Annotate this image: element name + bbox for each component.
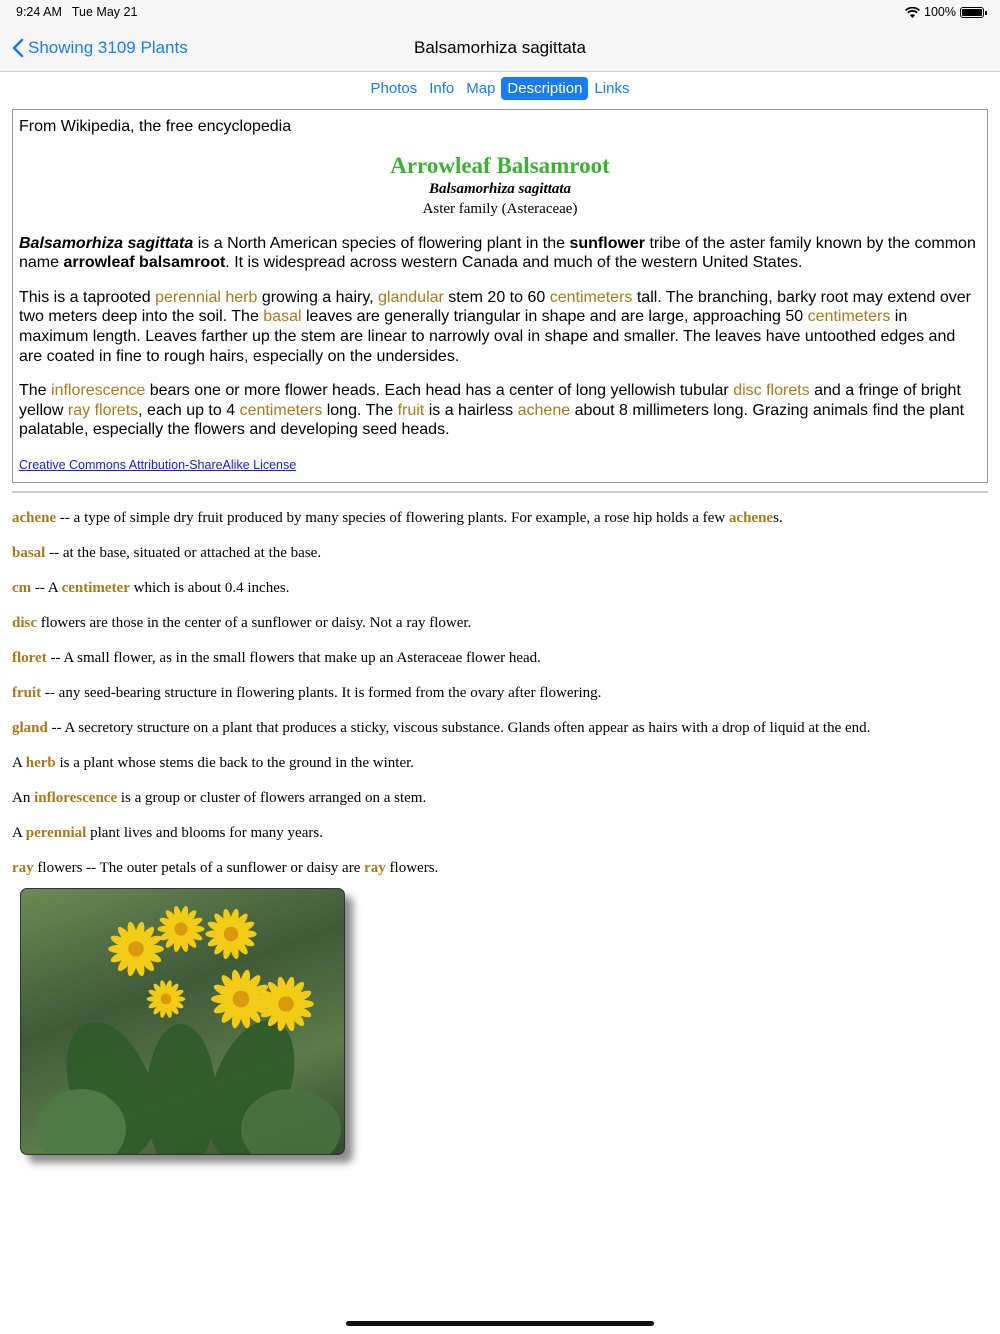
text-segment: in maximum length. Leaves farther up the stem are linear to narrowly oval in shape and smaller. The leaves have untoothed edges and are coated in fine to rough hairs, especially on the undersides. xyxy=(19,308,956,365)
tab-map[interactable]: Map xyxy=(466,80,496,97)
tab-description[interactable]: Description xyxy=(501,77,588,100)
text-segment: Balsamorhiza sagittata xyxy=(19,234,194,252)
glossary-term-link[interactable]: cm xyxy=(12,579,32,596)
segment-tabs xyxy=(0,75,1000,102)
glossary-term-link[interactable]: ray florets xyxy=(67,401,139,419)
status-date: Tue May 21 xyxy=(71,5,138,19)
text-segment: tall. The branching, barky root may extend over two meters deep into the soil. The xyxy=(19,288,971,326)
glossary xyxy=(12,510,988,895)
text-segment: bears one or more flower heads. Each head has a center of long yellowish tubular xyxy=(145,382,734,400)
glossary-term-link[interactable]: gland xyxy=(12,719,48,736)
text-segment: , each up to 4 xyxy=(138,401,240,419)
glossary-term-link[interactable]: disc florets xyxy=(733,382,810,400)
wikipedia-article xyxy=(12,109,988,483)
glossary-entry xyxy=(12,790,988,825)
glossary-entry xyxy=(12,545,988,580)
text-segment: long. The xyxy=(322,401,398,419)
text-segment: An xyxy=(12,789,35,806)
glossary-term-link[interactable]: perennial xyxy=(25,824,87,841)
back-label: Showing 3109 Plants xyxy=(28,37,188,57)
navigation-bar xyxy=(0,24,1000,72)
glossary-term-link[interactable]: achene xyxy=(728,509,774,526)
text-segment: flowers -- The outer petals of a sunflower or daisy are xyxy=(33,859,365,876)
glossary-term-link[interactable]: inflorescence xyxy=(34,789,118,806)
text-segment: growing a hairy, xyxy=(257,288,379,306)
family-name: Aster family (Asteraceae) xyxy=(422,200,578,217)
glossary-entry xyxy=(12,685,988,720)
text-segment: and a fringe of bright yellow xyxy=(19,382,961,419)
text-segment: -- any seed-bearing structure in flowering plants. It is formed from the ovary after flowering. xyxy=(41,684,602,701)
tab-links[interactable]: Links xyxy=(594,80,630,97)
glossary-term-link[interactable]: disc xyxy=(12,614,38,631)
glossary-term-link[interactable]: achene xyxy=(517,401,571,419)
text-segment: tribe of the aster family known by the common name xyxy=(19,234,976,272)
article-title: Arrowleaf Balsamroot xyxy=(390,152,610,178)
text-segment: flowers are those in the center of a sunflower or daisy. Not a ray flower. xyxy=(37,614,472,631)
text-segment: arrowleaf balsamroot xyxy=(63,254,226,272)
page-title: Balsamorhiza sagittata xyxy=(414,37,586,57)
text-segment: The xyxy=(19,382,52,400)
balsamroot-flowers-image xyxy=(21,889,345,1155)
text-segment: which is about 0.4 inches. xyxy=(129,579,290,596)
text-segment: A xyxy=(12,824,26,841)
glossary-term-link[interactable]: ray xyxy=(12,859,34,876)
glossary-entry xyxy=(12,615,988,650)
text-segment: A xyxy=(12,754,26,771)
glossary-term-link[interactable]: herb xyxy=(25,754,56,771)
scientific-name: Balsamorhiza sagittata xyxy=(428,180,572,197)
glossary-term-link[interactable]: glandular xyxy=(378,288,444,306)
text-segment: s. xyxy=(773,509,783,526)
text-segment: -- A secretory structure on a plant that produces a sticky, viscous substance. Glands often appear as hairs with a drop of liquid at the end. xyxy=(47,719,871,736)
glossary-entry xyxy=(12,755,988,790)
glossary-term-link[interactable]: centimeter xyxy=(61,579,130,596)
text-segment: is a North American species of flowering plant in the xyxy=(193,234,570,252)
glossary-entry xyxy=(12,650,988,685)
home-indicator xyxy=(346,1321,654,1326)
text-segment: -- A small flower, as in the small flowers that make up an Asteraceae flower head. xyxy=(46,649,541,666)
text-segment: -- at the base, situated or attached at the base. xyxy=(45,544,322,561)
text-segment: plant lives and blooms for many years. xyxy=(86,824,323,841)
battery-icon xyxy=(960,7,984,18)
article-paragraph xyxy=(19,381,981,440)
text-segment: about 8 millimeters long. Grazing animals find the plant palatable, especially the flowers and developing seed heads. xyxy=(19,401,965,439)
glossary-term-link[interactable]: fruit xyxy=(397,401,425,419)
glossary-term-link[interactable]: basal xyxy=(12,544,46,561)
text-segment: is a group or cluster of flowers arranged on a stem. xyxy=(117,789,427,806)
glossary-term-link[interactable]: inflorescence xyxy=(51,382,146,400)
tab-photos[interactable]: Photos xyxy=(370,80,418,97)
glossary-term-link[interactable]: fruit xyxy=(12,684,42,701)
license-link[interactable]: Creative Commons Attribution-ShareAlike License xyxy=(19,457,297,472)
plant-photo[interactable] xyxy=(20,888,345,1155)
text-segment: -- a type of simple dry fruit produced by many species of flowering plants. For example, a rose hip holds a few xyxy=(56,509,729,526)
text-segment: -- A xyxy=(31,579,62,596)
back-button[interactable] xyxy=(0,38,188,58)
glossary-entry xyxy=(12,720,988,755)
article-paragraph xyxy=(19,288,981,366)
glossary-term-link[interactable]: ray xyxy=(364,859,386,876)
status-bar xyxy=(0,0,1000,24)
text-segment: leaves are generally triangular in shape and are large, approaching 50 xyxy=(301,308,808,326)
article-source: From Wikipedia, the free encyclopedia xyxy=(19,118,292,135)
text-segment: stem 20 to 60 xyxy=(443,288,550,306)
text-segment: This is a taprooted xyxy=(19,288,156,306)
article-paragraph xyxy=(19,234,981,273)
glossary-entry xyxy=(12,510,988,545)
glossary-term-link[interactable]: achene xyxy=(12,509,57,526)
tab-info[interactable]: Info xyxy=(429,80,455,97)
text-segment: is a hairless xyxy=(424,401,518,419)
chevron-left-icon xyxy=(12,38,24,58)
text-segment: sunflower xyxy=(569,234,646,252)
battery-percent: 100% xyxy=(924,5,956,19)
status-time: 9:24 AM xyxy=(16,5,62,19)
text-segment: flowers. xyxy=(385,859,439,876)
wifi-icon xyxy=(905,7,920,18)
glossary-term-link[interactable]: floret xyxy=(12,649,47,666)
glossary-term-link[interactable]: basal xyxy=(263,308,302,326)
divider xyxy=(12,491,988,493)
glossary-term-link[interactable]: centimeters xyxy=(807,308,891,326)
text-segment: is a plant whose stems die back to the ground in the winter. xyxy=(55,754,415,771)
text-segment: . It is widespread across western Canada and much of the western United States. xyxy=(225,254,803,272)
glossary-entry xyxy=(12,825,988,860)
glossary-term-link[interactable]: centimeters xyxy=(239,401,323,419)
glossary-term-link[interactable]: centimeters xyxy=(549,288,633,306)
glossary-term-link[interactable]: perennial herb xyxy=(155,288,258,306)
glossary-entry xyxy=(12,580,988,615)
